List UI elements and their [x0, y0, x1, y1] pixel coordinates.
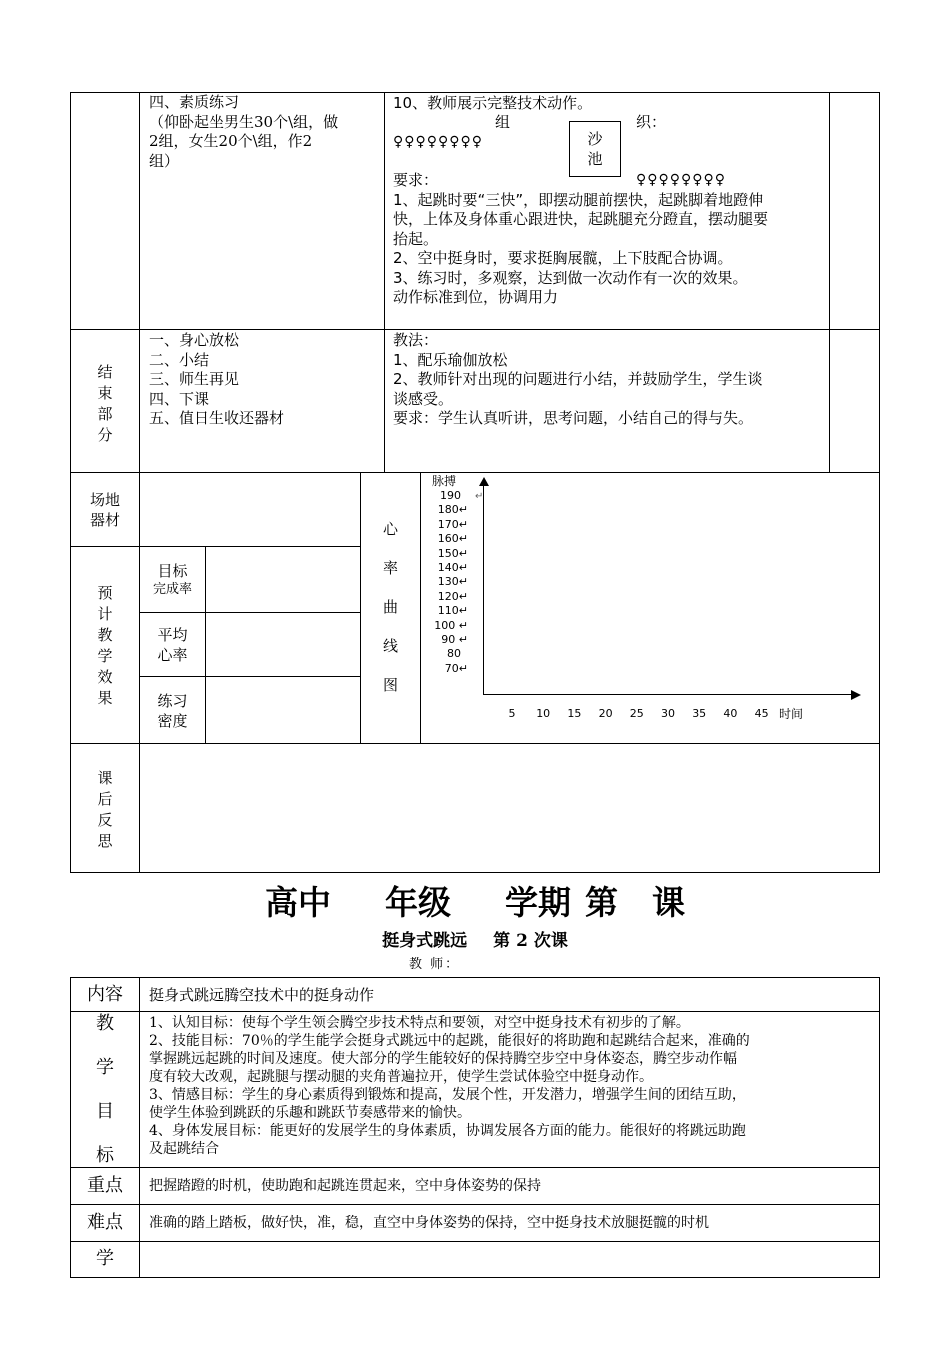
req-line-5: 2、空中挺身时，要求挺胸展髋，上下肢配合协调。: [393, 249, 733, 267]
goals-line-2: 2、技能目标：70％的学生能学会挺身式跳远中的起跳，能很好的将助跑和起跳结合起来，准确的: [149, 1033, 750, 1049]
goals-char-3: 目: [96, 1101, 114, 1122]
expected-char-4: 学: [97, 647, 113, 665]
method-demo-line: 10、教师展示完整技术动作。: [393, 94, 593, 112]
goals-line-7: 4、身体发展目标：能更好的发展学生的身体素质，协调发展各方面的能力。能很好的将跳远助跑: [149, 1123, 746, 1139]
heart-rate-chart-label: [360, 510, 421, 705]
chart-x-tick-label: 25: [629, 707, 644, 720]
end-method: [393, 331, 763, 429]
reflection-char-2: 后: [97, 790, 113, 808]
hr-chart-char-4: 线: [382, 637, 398, 655]
chart-y-tick-label: 190: [440, 489, 461, 502]
reflection-char-4: 思: [97, 832, 113, 850]
subtitle-session: 第 2 次课: [493, 931, 568, 951]
req-line-1: 要求：: [393, 171, 439, 189]
end-content-line-2: 二、小结: [149, 350, 210, 369]
chart-y-tick-label: 160↵: [437, 532, 468, 546]
quality-requirements: [393, 171, 768, 308]
chart-x-tick-label: 5: [508, 707, 516, 720]
title-part-ordinal: 第: [585, 883, 618, 922]
chart-x-tick-label: 30: [661, 707, 675, 720]
goals-char-1: 教: [96, 1013, 114, 1034]
end-label-char-4: 分: [97, 426, 113, 444]
quality-line-2: （仰卧起坐男生30个\组，做: [149, 112, 339, 131]
venue-label-line-1: 场地: [89, 491, 120, 509]
target-rate-line-1: 目标: [157, 562, 188, 580]
req-line-7: 动作标准到位，协调用力: [393, 288, 559, 306]
chart-x-tick-label: 10: [536, 707, 551, 720]
hr-chart-char-1: 心: [382, 520, 398, 538]
density-line-2: 密度: [157, 712, 188, 730]
req-line-3: 快，上体及身体重心跟进快，起跳腿充分蹬直，摆动腿要: [393, 210, 769, 228]
chart-x-tick-label: 40: [723, 707, 738, 720]
goals-text: [149, 1014, 750, 1158]
chart-y-tick-label: 170↵: [437, 517, 468, 531]
venue-label: [70, 490, 140, 530]
reflection-label: [70, 768, 140, 852]
chart-extra-mark: ↵: [475, 491, 484, 502]
end-method-line-2: 1、配乐瑜伽放松: [393, 350, 508, 369]
expected-char-6: 果: [97, 689, 113, 707]
title-part-year: 年级: [385, 883, 451, 922]
chart-y-arrow: [479, 477, 489, 486]
avg-hr-line-1: 平均: [157, 626, 188, 644]
chart-x-tick-label: 20: [598, 707, 613, 720]
expected-char-1: 预: [97, 584, 113, 602]
chart-y-tick-label: 120↵: [437, 589, 468, 603]
end-label-char-2: 束: [97, 384, 113, 402]
teacher-label: 教 师：: [409, 957, 461, 972]
chart-x-axis: [483, 694, 852, 695]
end-method-line-4: 谈感受。: [393, 389, 454, 408]
end-part-label: [70, 362, 140, 446]
chart-y-tick-label: 90 ↵: [441, 633, 468, 646]
req-line-4: 抬起。: [393, 229, 439, 248]
end-content-line-1: 一、身心放松: [149, 331, 240, 349]
venue-label-line-2: 器材: [89, 511, 120, 529]
content-value: 挺身式跳远腾空技术中的挺身动作: [149, 986, 375, 1004]
goals-line-8: 及起跳结合: [149, 1141, 219, 1157]
title-part-lesson: 课: [652, 883, 685, 922]
expected-char-3: 教: [97, 626, 113, 644]
lesson-title: [0, 880, 950, 926]
chart-y-tick-label: 80: [447, 647, 461, 661]
end-label-char-1: 结: [97, 363, 113, 381]
title-part-semester: 学期: [505, 883, 571, 922]
sandpit-char-2: 池: [587, 150, 603, 168]
chart-y-tick-label: 180↵: [437, 503, 468, 517]
hr-chart-char-5: 图: [382, 676, 398, 694]
expected-char-2: 计: [97, 605, 113, 623]
end-content: [149, 331, 284, 429]
chart-y-tick-label: 150↵: [437, 546, 468, 560]
hr-chart-char-2: 率: [382, 559, 398, 577]
chart-y-tick-label: 100 ↵: [434, 618, 468, 632]
target-rate-label: [139, 561, 206, 599]
end-method-line-5: 要求：学生认真听讲，思考问题，小结自己的得与失。: [393, 409, 754, 427]
chart-x-tick-label: 45: [754, 707, 769, 720]
target-rate-line-2: 完成率: [152, 582, 192, 597]
expected-char-5: 效: [97, 668, 113, 686]
chart-x-label: 时间: [779, 707, 804, 721]
end-content-line-4: 四、下课: [149, 389, 210, 408]
goals-line-3: 掌握跳远起跳的时间及速度。使大部分的学生能较好的保持腾空步空中身体姿态，腾空步动作幅: [149, 1051, 737, 1067]
sandpit-box: [569, 121, 621, 177]
study-label: 学: [96, 1248, 114, 1269]
sandpit-char-1: 沙: [587, 130, 603, 148]
subtitle-topic: 挺身式跳远: [382, 931, 468, 951]
goals-line-1: 1、认知目标：使每个学生领会腾空步技术特点和要领，对空中挺身技术有初步的了解。: [149, 1015, 690, 1031]
reflection-char-1: 课: [97, 769, 113, 787]
end-label-char-3: 部: [97, 405, 113, 423]
chart-y-tick-label: 70↵: [444, 661, 468, 675]
quality-line-4: 组）: [149, 151, 180, 170]
difficulty-label: 难点: [87, 1212, 123, 1233]
end-method-line-3: 2、教师针对出现的问题进行小结，并鼓励学生，学生谈: [393, 370, 763, 388]
req-line-2: 1、起跳时要“三快”，即摆动腿前摆快，起跳脚着地蹬伸: [393, 190, 764, 209]
quality-line-3: 2组，女生20个\组，作2: [149, 132, 313, 150]
org-label-left: 组: [495, 113, 511, 131]
women-row-1: ♀♀♀♀♀♀♀♀: [393, 134, 484, 150]
goals-line-6: 使学生体验到跳跃的乐趣和跳跃节奏感带来的愉快。: [149, 1105, 471, 1121]
end-content-line-3: 三、师生再见: [149, 370, 240, 388]
goals-line-5: 3、情感目标：学生的身心素质得到锻炼和提高，发展个性，开发潜力，增强学生间的团结互助，: [149, 1087, 746, 1103]
hr-chart-char-3: 曲: [382, 598, 398, 616]
end-content-line-5: 五、值日生收还器材: [149, 409, 285, 427]
chart-y-axis: [483, 484, 484, 695]
chart-y-tick-label: 130↵: [437, 575, 468, 589]
goals-label: [70, 1013, 140, 1167]
chart-x-tick-label: 35: [692, 707, 707, 720]
difficulty-value: 准确的踏上踏板，做好快，准，稳，直空中身体姿势的保持，空中挺身技术放腿挺髋的时机: [149, 1215, 709, 1231]
avg-hr-line-2: 心率: [157, 646, 188, 664]
chart-x-arrow: [851, 690, 861, 700]
avg-heart-rate-label: [139, 625, 206, 665]
chart-x-tick-label: 15: [567, 707, 582, 720]
key-points-label: 重点: [87, 1175, 123, 1196]
req-line-6: 3、练习时，多观察，达到做一次动作有一次的效果。: [393, 268, 748, 287]
content-label: 内容: [87, 984, 123, 1005]
chart-y-tick-label: 140↵: [437, 561, 468, 574]
expected-effect-label: [70, 583, 140, 709]
reflection-char-3: 反: [97, 811, 113, 829]
org-label-right: 织：: [636, 113, 667, 131]
title-part-grade-level: 高中: [265, 883, 331, 922]
density-line-1: 练习: [157, 692, 188, 710]
quality-line-1: 四、素质练习: [149, 93, 240, 111]
goals-char-2: 学: [96, 1057, 114, 1078]
chart-y-label: 脉搏: [432, 474, 457, 488]
end-method-line-1: 教法：: [393, 331, 439, 349]
key-points-value: 把握踏蹬的时机，使助跑和起跳连贯起来，空中身体姿势的保持: [149, 1178, 541, 1194]
goals-line-4: 度有较大改观，起跳腿与摆动腿的夹角普遍拉开，使学生尝试体验空中挺身动作。: [149, 1069, 653, 1085]
quality-content: [149, 93, 338, 171]
women-row-2: ♀♀♀♀♀♀♀♀: [636, 172, 727, 188]
goals-char-4: 标: [96, 1145, 114, 1166]
chart-y-tick-label: 110↵: [437, 604, 468, 618]
practice-density-label: [139, 691, 206, 731]
lesson-subtitle: [0, 929, 950, 953]
